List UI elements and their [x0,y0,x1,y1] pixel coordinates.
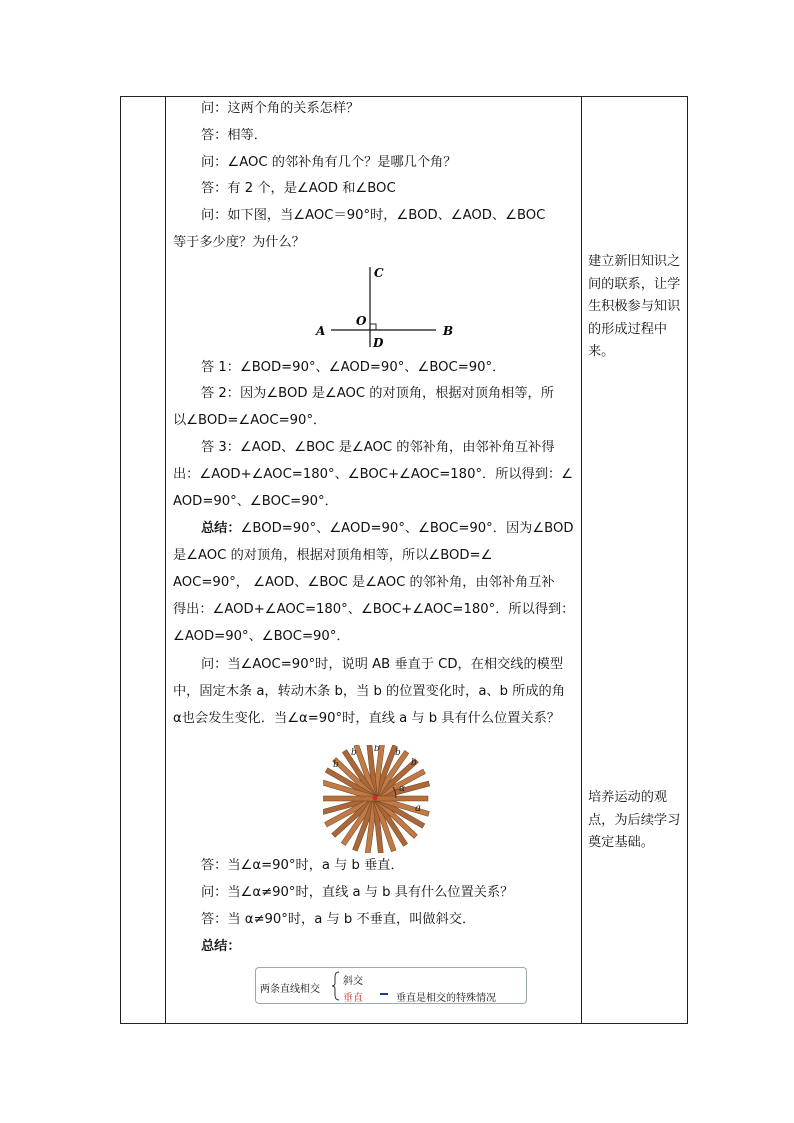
text-line: 答：当 α≠90°时，a 与 b 不垂直，叫做斜交． [201,912,476,927]
pivot-point [373,796,378,801]
text-line: 出：∠AOD+∠AOC=180°、∠BOC+∠AOC=180°．所以得到：∠ [173,467,574,482]
summary-note: 垂直是相交的特殊情况 [396,993,496,1004]
label-a: a [415,803,421,814]
text-line: 问：∠AOC 的邻补角有几个？是哪几个角？ [201,155,457,170]
text-line: 答：有 2 个，是∠AOD 和∠BOC [201,181,396,196]
text-line: α也会发生变化．当∠α=90°时，直线 a 与 b 具有什么位置关系？ [173,711,560,726]
summary-oblique: 斜交 [343,976,363,987]
text-line: 等于多少度？为什么？ [173,235,305,250]
label-b: b [395,748,401,758]
rotating-sticks-diagram [323,745,443,853]
text-line: 中，固定木条 a，转动木条 b，当 b 的位置变化时，a、b 所成的角 [173,684,565,699]
summary-heading: 总结： [201,521,241,536]
summary-heading: 总结： [201,939,241,954]
text-line: 问：这两个角的关系怎样？ [201,101,360,116]
label-d: D [373,336,384,349]
text-line [201,520,578,538]
text-line: 答 1：∠BOD=90°、∠AOD=90°、∠BOC=90°． [201,360,506,375]
perpendicular-diagram [311,267,461,349]
text-line: 问：当∠AOC=90°时，说明 AB 垂直于 CD，在相交线的模型 [201,657,564,672]
label-b: b [351,748,357,758]
dash-mark [380,993,388,995]
text-line: 答：当∠α=90°时，a 与 b 垂直． [201,858,404,873]
label-o: O [356,314,367,328]
label-b: b [374,745,380,754]
brace-icon [332,971,340,1001]
text-line: AOC=90°， ∠AOD、∠BOC 是∠AOC 的邻补角，由邻补角互补 [173,575,555,590]
text-line: AOD=90°、∠BOC=90°． [173,494,338,509]
side-note-2: 培养运动的观点，为后续学习奠定基础。 [588,790,681,850]
label-alpha: α [399,784,406,794]
label-b: b [333,760,339,770]
label-a: A [316,324,326,338]
label-b: B [443,324,454,338]
column-divider-2 [581,97,582,1023]
text-line: 答：相等． [201,128,267,143]
label-c: C [374,267,384,280]
summary-text: ∠BOD=90°、∠AOD=90°、∠BOC=90°．因为∠BOD [240,521,574,536]
right-angle-mark [370,324,376,330]
text-line: 以∠BOD=∠AOC=90°． [173,413,327,428]
summary-box [255,967,527,1004]
side-note-1: 建立新旧知识之间的联系，让学生积极参与知识的形成过程中来。 [588,254,681,359]
summary-perpendicular: 垂直 [343,993,363,1004]
text-line: 问：如下图，当∠AOC＝90°时，∠BOD、∠AOD、∠BOC [201,208,546,223]
label-b: b [411,758,417,768]
column-divider-1 [165,97,166,1023]
text-line: 答 2：因为∠BOD 是∠AOC 的对顶角，根据对顶角相等，所 [201,386,554,401]
lesson-table [120,96,688,1024]
text-line: 答 3：∠AOD、∠BOC 是∠AOC 的邻补角，由邻补角互补得 [201,440,555,455]
summary-left-label: 两条直线相交 [260,984,320,995]
text-line: 得出：∠AOD+∠AOC=180°、∠BOC+∠AOC=180°．所以得到： [173,602,575,617]
text-line: 问：当∠α≠90°时，直线 a 与 b 具有什么位置关系？ [201,885,514,900]
text-line: 是∠AOC 的对顶角，根据对顶角相等，所以∠BOD=∠ [173,548,493,563]
text-line: ∠AOD=90°、∠BOC=90°． [173,629,350,644]
